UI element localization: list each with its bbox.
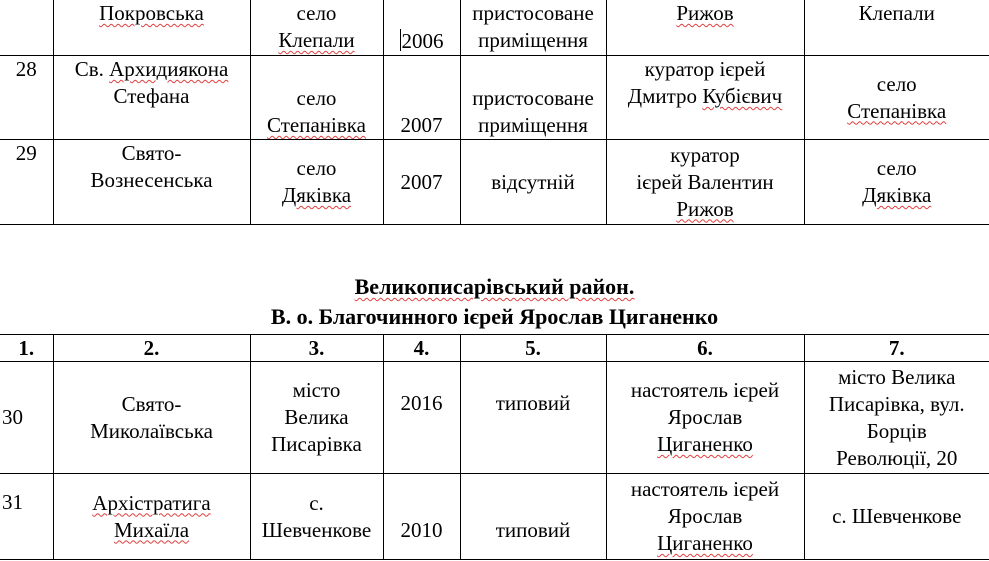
building-type-cell: пристосоване приміщення	[460, 56, 606, 140]
table-row	[0, 362, 989, 474]
building-type-cell: типовий	[460, 474, 606, 560]
row-number: 31	[0, 474, 53, 560]
church-name-cell: Свято- Миколаївська	[53, 362, 250, 474]
clergy-cell: настоятель ієрей Ярослав Циганенко	[606, 474, 804, 560]
clergy-cell: Рижов	[606, 0, 804, 56]
address-cell: місто Велика Писарівка, вул. Борців Революції, 20	[804, 362, 989, 474]
building-type-cell: типовий	[460, 362, 606, 474]
year-cell: 2010	[383, 474, 460, 560]
year-cell: 2007	[383, 56, 460, 140]
column-number-row	[0, 335, 989, 362]
row-number: 30	[0, 362, 53, 474]
parish-table-bottom	[0, 334, 989, 560]
parish-table-top	[0, 0, 989, 225]
column-header: 3.	[250, 335, 383, 362]
column-header: 6.	[606, 335, 804, 362]
column-header: 7.	[804, 335, 989, 362]
location-cell: село Дяківка	[250, 140, 383, 225]
dean-heading: В. о. Благочинного ієрей Ярослав Циганенко	[270, 304, 719, 329]
location-cell: с. Шевченкове	[250, 474, 383, 560]
year-cell: 2007	[383, 140, 460, 225]
row-number: 28	[0, 56, 53, 140]
table-row	[0, 474, 989, 560]
clergy-cell: куратор ієрей Валентин Рижов	[606, 140, 804, 225]
address-cell: Клепали	[804, 0, 989, 56]
church-name-cell: Покровська	[53, 0, 250, 56]
clergy-cell: настоятель ієрей Ярослав Циганенко	[606, 362, 804, 474]
column-header: 5.	[460, 335, 606, 362]
building-type-cell: пристосоване приміщення	[460, 0, 606, 56]
clergy-cell: куратор ієрей Дмитро Кубієвич	[606, 56, 804, 140]
column-header: 1.	[0, 335, 53, 362]
church-name-cell: Св. Архидиякона Стефана	[53, 56, 250, 140]
year-cell: 2006	[383, 0, 460, 56]
table-row	[0, 0, 989, 56]
location-cell: село Клепали	[250, 0, 383, 56]
table-row	[0, 140, 989, 225]
row-number: 29	[0, 140, 53, 225]
row-number	[0, 0, 53, 56]
table-row	[0, 56, 989, 140]
location-cell: місто Велика Писарівка	[250, 362, 383, 474]
building-type-cell: відсутній	[460, 140, 606, 225]
year-cell: 2016	[383, 362, 460, 474]
column-header: 4.	[383, 335, 460, 362]
location-cell: село Степанівка	[250, 56, 383, 140]
address-cell: с. Шевченкове	[804, 474, 989, 560]
address-cell: село Степанівка	[804, 56, 989, 140]
text-cursor	[400, 29, 401, 51]
church-name-cell: Свято- Вознесенська	[53, 140, 250, 225]
address-cell: село Дяківка	[804, 140, 989, 225]
church-name-cell: Архістратига Михаїла	[53, 474, 250, 560]
district-heading: Великописарівський район.	[354, 274, 635, 299]
column-header: 2.	[53, 335, 250, 362]
